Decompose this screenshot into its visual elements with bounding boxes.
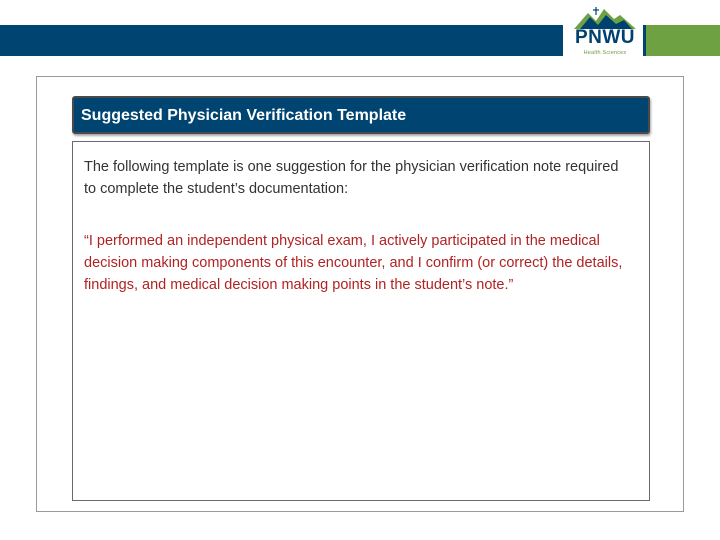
mountains-logo-icon [574, 7, 636, 29]
intro-text: The following template is one suggestion for the physician verification note required to complete the student’s documentation: [84, 159, 619, 197]
logo-wordmark: PNWU [574, 27, 636, 48]
template-quote: “I performed an independent physical exam, I actively participated in the medical decision making components of this encounter, and I confirm (or correct) the details, findings, and medical decision making points in the student’s note.” [84, 233, 623, 293]
slide-title: Suggested Physician Verification Template [81, 107, 407, 124]
pnwu-logo [563, 0, 643, 62]
slide-title-bar [72, 96, 650, 134]
content-box [72, 141, 650, 501]
logo-subtitle: Health Sciences [583, 50, 627, 56]
header-accent-block [646, 25, 720, 56]
